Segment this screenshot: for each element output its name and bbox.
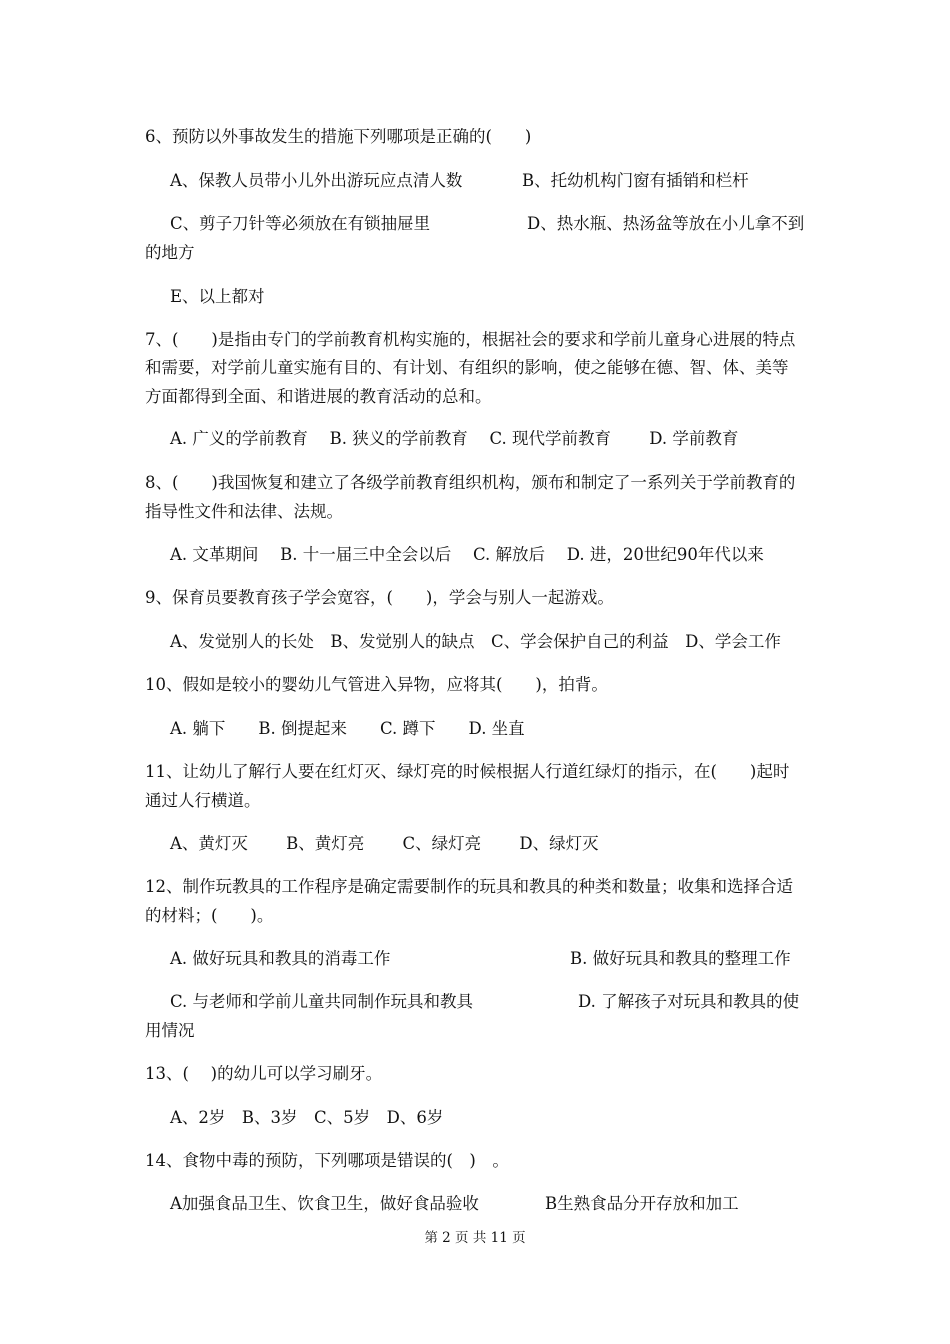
question-6-stem: 6、预防以外事故发生的措施下列哪项是正确的( ): [145, 127, 532, 146]
question-6-option-e: E、以上都对: [170, 287, 265, 306]
question-12-stem-line-1: 12、制作玩教具的工作程序是确定需要制作的玩具和教具的种类和数量；收集和选择合适: [145, 877, 793, 896]
question-7-stem-line-1: 7、( )是指由专门的学前教育机构实施的，根据社会的要求和学前儿童身心进展的特点: [145, 330, 796, 349]
question-13-stem: 13、( )的幼儿可以学习刷牙。: [145, 1064, 383, 1083]
question-7-options: A. 广义的学前教育 B. 狭义的学前教育 C. 现代学前教育 D. 学前教育: [170, 429, 739, 448]
page-footer: 第 2 页 共 11 页: [424, 1230, 526, 1246]
question-7-stem-line-3: 方面都得到全面、和谐进展的教育活动的总和。: [145, 387, 492, 406]
question-6-option-c: C、剪子刀针等必须放在有锁抽屉里: [170, 214, 431, 233]
question-12-option-d: D. 了解孩子对玩具和教具的使: [578, 992, 800, 1011]
question-13-options: A、2岁 B、3岁 C、5岁 D、6岁: [170, 1108, 444, 1127]
question-8-options: A. 文革期间 B. 十一届三中全会以后 C. 解放后 D. 进，20世纪90年代以来: [170, 545, 764, 564]
question-8-stem-line-2: 指导性文件和法律、法规。: [145, 502, 343, 521]
question-11-options: A、黄灯灭 B、黄灯亮 C、绿灯亮 D、绿灯灭: [170, 834, 599, 853]
question-11-stem-line-1: 11、让幼儿了解行人要在红灯灭、绿灯亮的时候根据人行道红绿灯的指示，在( )起时: [145, 762, 790, 781]
question-11-stem-line-2: 通过人行横道。: [145, 791, 261, 810]
question-12-option-d-cont: 用情况: [145, 1021, 195, 1040]
question-6-option-b: B、托幼机构门窗有插销和栏杆: [522, 171, 749, 190]
question-7-stem-line-2: 和需要，对学前儿童实施有目的、有计划、有组织的影响，使之能够在德、智、体、美等: [145, 358, 789, 377]
question-12-stem-line-2: 的材料；( )。: [145, 906, 274, 925]
question-6-option-a: A、保教人员带小儿外出游玩应点清人数: [170, 171, 463, 190]
question-6-option-d: D、热水瓶、热汤盆等放在小儿拿不到: [527, 214, 805, 233]
question-10-options: A. 躺下 B. 倒提起来 C. 蹲下 D. 坐直: [170, 719, 525, 738]
question-12-option-b: B. 做好玩具和教具的整理工作: [570, 949, 791, 968]
question-6-option-d-cont: 的地方: [145, 243, 195, 262]
question-10-stem: 10、假如是较小的婴幼儿气管进入异物，应将其( )，拍背。: [145, 675, 608, 694]
question-9-stem: 9、保育员要教育孩子学会宽容，( )，学会与别人一起游戏。: [145, 588, 614, 607]
question-14-stem: 14、食物中毒的预防，下列哪项是错误的( ) 。: [145, 1151, 509, 1170]
question-8-stem-line-1: 8、( )我国恢复和建立了各级学前教育组织机构，颁布和制定了一系列关于学前教育的: [145, 473, 796, 492]
question-9-options: A、发觉别人的长处 B、发觉别人的缺点 C、学会保护自己的利益 D、学会工作: [170, 632, 781, 651]
question-12-option-a: A. 做好玩具和教具的消毒工作: [170, 949, 391, 968]
question-12-option-c: C. 与老师和学前儿童共同制作玩具和教具: [170, 992, 474, 1011]
question-14-option-a: A加强食品卫生、饮食卫生，做好食品验收: [170, 1194, 479, 1213]
question-14-option-b: B生熟食品分开存放和加工: [545, 1194, 739, 1213]
